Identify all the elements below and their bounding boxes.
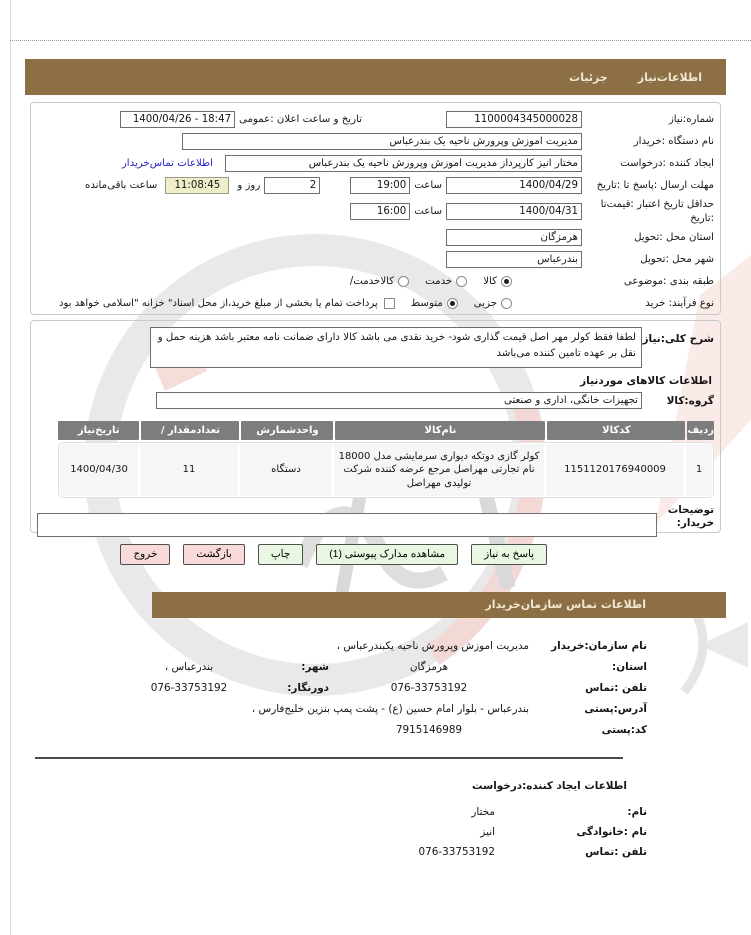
requester-phone-label: تلفن :تماس: [585, 846, 647, 858]
requester-name-row: [0, 806, 647, 818]
exit-button[interactable]: خروج: [120, 544, 170, 565]
tab-need-info[interactable]: اطلاعات‌نیاز: [637, 70, 702, 84]
device-row: [37, 132, 714, 151]
requester-lastname-value: انیز: [480, 826, 495, 838]
days-label: روز و: [237, 180, 261, 191]
radio-goods[interactable]: [501, 276, 512, 287]
cell-date: 1400/04/30: [60, 444, 138, 496]
goods-group-label: گروه:کالا: [666, 394, 714, 407]
city-row: [37, 250, 714, 269]
contact-fax-label: دورنگار:: [287, 682, 329, 694]
buyer-contact-link[interactable]: اطلاعات تماس‌خریدار: [121, 158, 213, 169]
goods-panel: [30, 320, 721, 533]
goods-section-title: اطلاعات کالاهای موردنیاز: [580, 375, 712, 387]
classification-row: [37, 272, 714, 291]
contact-province-value: هرمزگان: [409, 661, 449, 673]
postal-row: [0, 724, 647, 736]
remaining-label: ساعت باقی‌مانده: [85, 180, 158, 191]
buyer-contact-section: [0, 640, 751, 745]
contact-phone-value: [329, 682, 529, 694]
radio-goods-service[interactable]: [398, 276, 409, 287]
need-number-row: [37, 110, 714, 129]
announce-label: تاریخ و ساعت اعلان :عمومی: [239, 114, 362, 125]
need-desc-row: [37, 327, 714, 368]
need-number-label: شماره:نیاز: [668, 113, 714, 125]
contact-phone-label: تلفن :تماس: [585, 682, 647, 694]
radio-minor-label: جزیی: [473, 298, 497, 309]
treasury-checkbox[interactable]: [384, 298, 395, 309]
action-buttons: [92, 544, 547, 565]
deadline-label: مهلت ارسال :پاسخ تا :تاریخ: [596, 179, 714, 191]
radio-service[interactable]: [456, 276, 467, 287]
city-label: شهر محل :تحویل: [640, 253, 714, 265]
cell-unit: دستگاه: [240, 444, 332, 496]
contact-province-label: استان:: [612, 661, 647, 673]
notes-label-line2: خریدار:: [676, 517, 714, 529]
validity-hour-label: ساعت: [414, 206, 442, 217]
treasury-label: پرداخت تمام یا بخشی از مبلغ خرید،از محل اسناد" خزانه "اسلامی خواهد بود: [59, 298, 378, 309]
requester-lastname-label: نام :خانوادگی: [576, 826, 647, 838]
view-attachments-button[interactable]: مشاهده مدارک پیوستی (1): [316, 544, 458, 565]
deadline-row: [37, 176, 714, 195]
header-bar: [25, 59, 726, 95]
requester-name-value: مختار: [471, 806, 495, 818]
validity-date-input[interactable]: 1400/04/31: [446, 203, 582, 220]
need-info-panel: [30, 102, 721, 315]
requester-phone-row: [0, 846, 647, 858]
creator-input[interactable]: مختار انیز کارپرداز مدیریت اموزش وپرورش ناحیه یک بندرعباس: [225, 155, 582, 172]
remaining-time-badge: 11:08:45: [165, 177, 229, 194]
back-button[interactable]: بازگشت: [183, 544, 245, 565]
requester-phone-number: 076-33753192: [418, 846, 495, 858]
province-input[interactable]: هرمزگان: [446, 229, 582, 246]
col-qty: تعدادمقدار /: [141, 421, 239, 440]
notes-input[interactable]: [37, 513, 657, 537]
province-label: استان محل :تحویل: [634, 231, 714, 243]
phone-number: 076-33753192: [390, 682, 468, 694]
province-city-row: [0, 661, 647, 673]
deadline-date-input[interactable]: 1400/04/29: [446, 177, 582, 194]
radio-goods-label: کالا: [483, 276, 497, 287]
print-button[interactable]: چاپ: [258, 544, 303, 565]
device-label: نام دستگاه :خریدار: [633, 135, 714, 147]
deadline-time-input[interactable]: 19:00: [350, 177, 410, 194]
province-row: [37, 228, 714, 247]
col-code: کدکالا: [547, 421, 685, 440]
buyer-contact-bar: [152, 592, 726, 618]
col-name: نام‌کالا: [335, 421, 545, 440]
deadline-hour-label: ساعت: [414, 180, 442, 191]
need-number-input[interactable]: 1100004345000028: [446, 111, 582, 128]
notes-label-line1: توضیحات: [667, 504, 714, 516]
cell-name: کولر گازی دوتکه دیواری سرمایشی مدل 18000 نام تجارتی مهراصل مرجع عرضه کننده شرکت تولیدی مهراصل: [334, 444, 544, 496]
postal-value: 7915146989: [395, 724, 463, 736]
city-input[interactable]: بندرعباس: [446, 251, 582, 268]
org-label: نام سازمان:خریدار: [551, 640, 647, 652]
remaining-days-input[interactable]: 2: [264, 177, 320, 194]
radio-minor[interactable]: [501, 298, 512, 309]
buyer-contact-title: اطلاعات تماس سازمان‌خریدار: [485, 598, 646, 611]
requester-phone-value: [419, 846, 495, 858]
col-unit: واحدشمارش: [241, 421, 333, 440]
phone-fax-row: [0, 682, 647, 694]
cell-row: 1: [686, 444, 712, 496]
address-row: [0, 703, 647, 715]
reply-to-need-button[interactable]: پاسخ به نیاز: [471, 544, 547, 565]
address-label: آدرس:پستی: [584, 703, 647, 715]
org-row: [0, 640, 647, 652]
goods-table: [58, 421, 714, 498]
need-desc-textarea[interactable]: لطفا فقط کولر مهر اصل قیمت گذاری شود- خرید نقدی می باشد کالا دارای ضمانت نامه معتبر باشد هزینه حمل و نقل بر عهده تامین کننده می‌باشد: [150, 327, 642, 368]
notes-label: [662, 504, 714, 530]
requester-title: اطلاعات ایجاد کننده:درخواست: [471, 780, 627, 792]
cell-code: 1151120176940009: [546, 444, 684, 496]
requester-name-label: نام:: [627, 806, 647, 818]
device-input[interactable]: مدیریت اموزش وپرورش ناحیه یک بندرعباس: [182, 133, 582, 150]
goods-group-row: [37, 392, 714, 409]
need-desc-label: شرح کلی:نیاز: [642, 333, 714, 345]
section-separator: [35, 757, 623, 759]
validity-row: [37, 198, 714, 225]
cell-qty: 11: [140, 444, 238, 496]
contact-city-label: شهر:: [301, 661, 329, 673]
address-value: بندرعباس - بلوار امام حسین (ع) - پشت پمپ بنزین خلیج‌فارس ،: [251, 703, 529, 715]
org-value: مدیریت اموزش وپرورش ناحیه یکبندرعباس ،: [336, 640, 529, 652]
creator-label: ایجاد کننده :درخواست: [620, 157, 714, 169]
validity-label: حداقل تاریخ اعتبار :قیمت‌تا :تاریخ: [600, 199, 714, 224]
postal-label: کد:پستی: [601, 724, 647, 736]
contact-city-value: بندرعباس ،: [164, 661, 214, 673]
process-label: نوع فرآیند: خرید: [645, 297, 714, 309]
dotted-separator: [10, 40, 751, 41]
notes-row: [37, 504, 714, 537]
col-row: ردیف: [687, 421, 714, 440]
validity-time-input[interactable]: 16:00: [350, 203, 410, 220]
announce-input[interactable]: 18:47 - 1400/04/26: [120, 111, 235, 128]
radio-medium-label: متوسط: [410, 298, 443, 309]
process-row: [37, 294, 714, 313]
table-row: [58, 442, 714, 498]
radio-medium[interactable]: [447, 298, 458, 309]
col-date: تاریخ‌نیاز: [58, 421, 139, 440]
tab-details[interactable]: جزئیات: [569, 70, 608, 84]
contact-fax-value: [129, 682, 249, 694]
creator-row: [37, 154, 714, 173]
radio-goods-service-label: کالاخدمت/: [349, 276, 395, 287]
goods-table-header: [58, 421, 714, 440]
goods-group-input[interactable]: تجهیزات خانگی، اداری و صنعتی: [156, 392, 642, 409]
requester-section: [0, 780, 751, 866]
radio-service-label: خدمت: [425, 276, 453, 287]
classification-label: طبقه بندی :موضوعی: [623, 275, 714, 287]
fax-number: 076-33753192: [150, 682, 228, 694]
requester-lastname-row: [0, 826, 647, 838]
